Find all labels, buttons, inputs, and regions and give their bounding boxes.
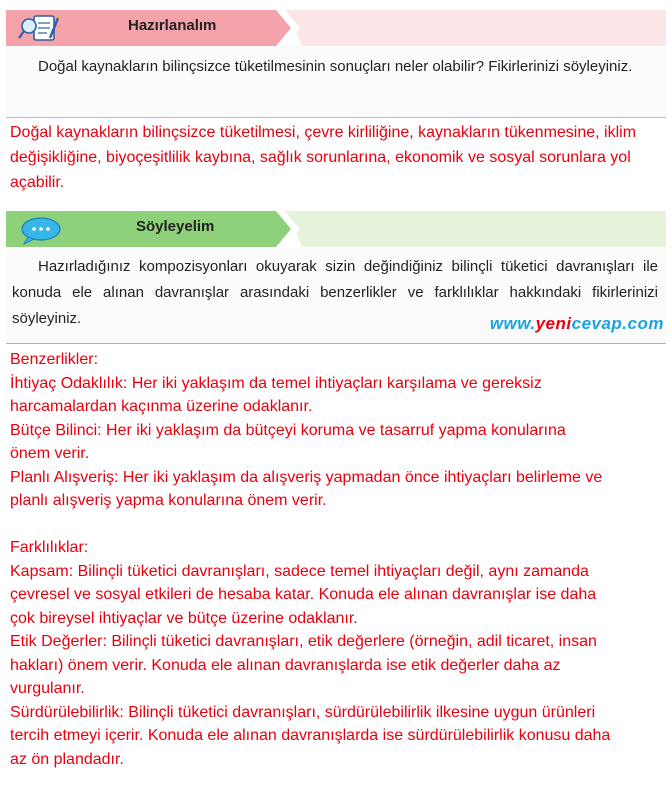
hazirlanalim-header-band (6, 10, 666, 46)
answer-block (10, 348, 666, 771)
question-text: Hazırladığınız kompozisyonları okuyarak sizin değindiğiniz bilinçli tüketici davranışları ile konuda ele alınan davranışlar arasındaki benzerlikler ve farklılıklar hakkındaki fikirlerinizi söyleyiniz. (12, 258, 658, 327)
answer-line: az ön plandadır. (10, 750, 124, 768)
hazirlanalim-question-box (6, 46, 666, 118)
answer-line: Benzerlikler: (10, 351, 99, 368)
notebook-pencil-icon (16, 14, 64, 44)
answer-line: tercih etmeyi içerir. Konuda ele alınan davranışlarda ise sürdürülebilirlik konusu daha (10, 727, 611, 744)
answer-line: Etik Değerler: Bilinçli tüketici davranışları, etik değerlere (örneğin, adil ticaret, insan (10, 633, 597, 650)
answer-line: çok bireysel ihtiyaçlar ve bütçe üzerine odaklanır. (10, 609, 358, 627)
answer-line: hakları) önem verir. Konuda ele alınan davranışlarda ise etik değerler daha az (10, 656, 561, 674)
soyleyelim-header-band (6, 211, 666, 247)
answer-line: İhtiyaç Odaklılık: Her iki yaklaşım da temel ihtiyaçları karşılama ve gereksiz (10, 374, 542, 392)
speech-bubble-icon (16, 215, 64, 245)
answer-text: Doğal kaynakların bilinçsizce tüketilmesi, çevre kirliliğine, kaynakların tükenmesine, iklim değişikliğine, biyoçeşitlilik kaybına, sağlık sorunlarına, ekonomik ve sosyal sorunlara yol açabilir. (10, 124, 637, 191)
watermark (490, 314, 664, 334)
section-title: Hazırlanalım (128, 17, 217, 34)
answer-line: çevresel ve sosyal etkileri de hesaba katar. Konuda ele alınan davranışlar ise daha (10, 586, 597, 603)
answer-line: planlı alışveriş yapma konularına önem verir. (10, 492, 327, 509)
watermark-highlight: yeni (535, 314, 572, 333)
answer-line: Planlı Alışveriş: Her iki yaklaşım da alışveriş yapmadan önce ihtiyaçları belirleme ve (10, 468, 603, 486)
watermark-prefix: www. (489, 314, 536, 333)
answer-line: harcamalardan kaçınma üzerine odaklanır. (10, 398, 313, 415)
answer-line: vurgulanır. (10, 680, 85, 697)
answer-line: önem verir. (10, 445, 90, 462)
answer-line: Sürdürülebilirlik: Bilinçli tüketici davranışları, sürdürülebilirlik ilkesine uygun ürünleri (10, 703, 596, 721)
question-text: Doğal kaynakların bilinçsizce tüketilmesinin sonuçları neler olabilir? Fikirlerinizi söyleyiniz. (38, 58, 633, 75)
answer-line: Kapsam: Bilinçli tüketici davranışları, sadece temel ihtiyaçları değil, aynı zamanda (10, 562, 589, 580)
watermark-suffix: cevap.com (571, 314, 664, 333)
answer-line: Farklılıklar: (10, 539, 89, 556)
answer-line: Bütçe Bilinci: Her iki yaklaşım da bütçeyi koruma ve tasarruf yapma konularına (10, 421, 566, 439)
answer-line (10, 513, 666, 537)
section-title: Söyleyelim (136, 218, 215, 235)
